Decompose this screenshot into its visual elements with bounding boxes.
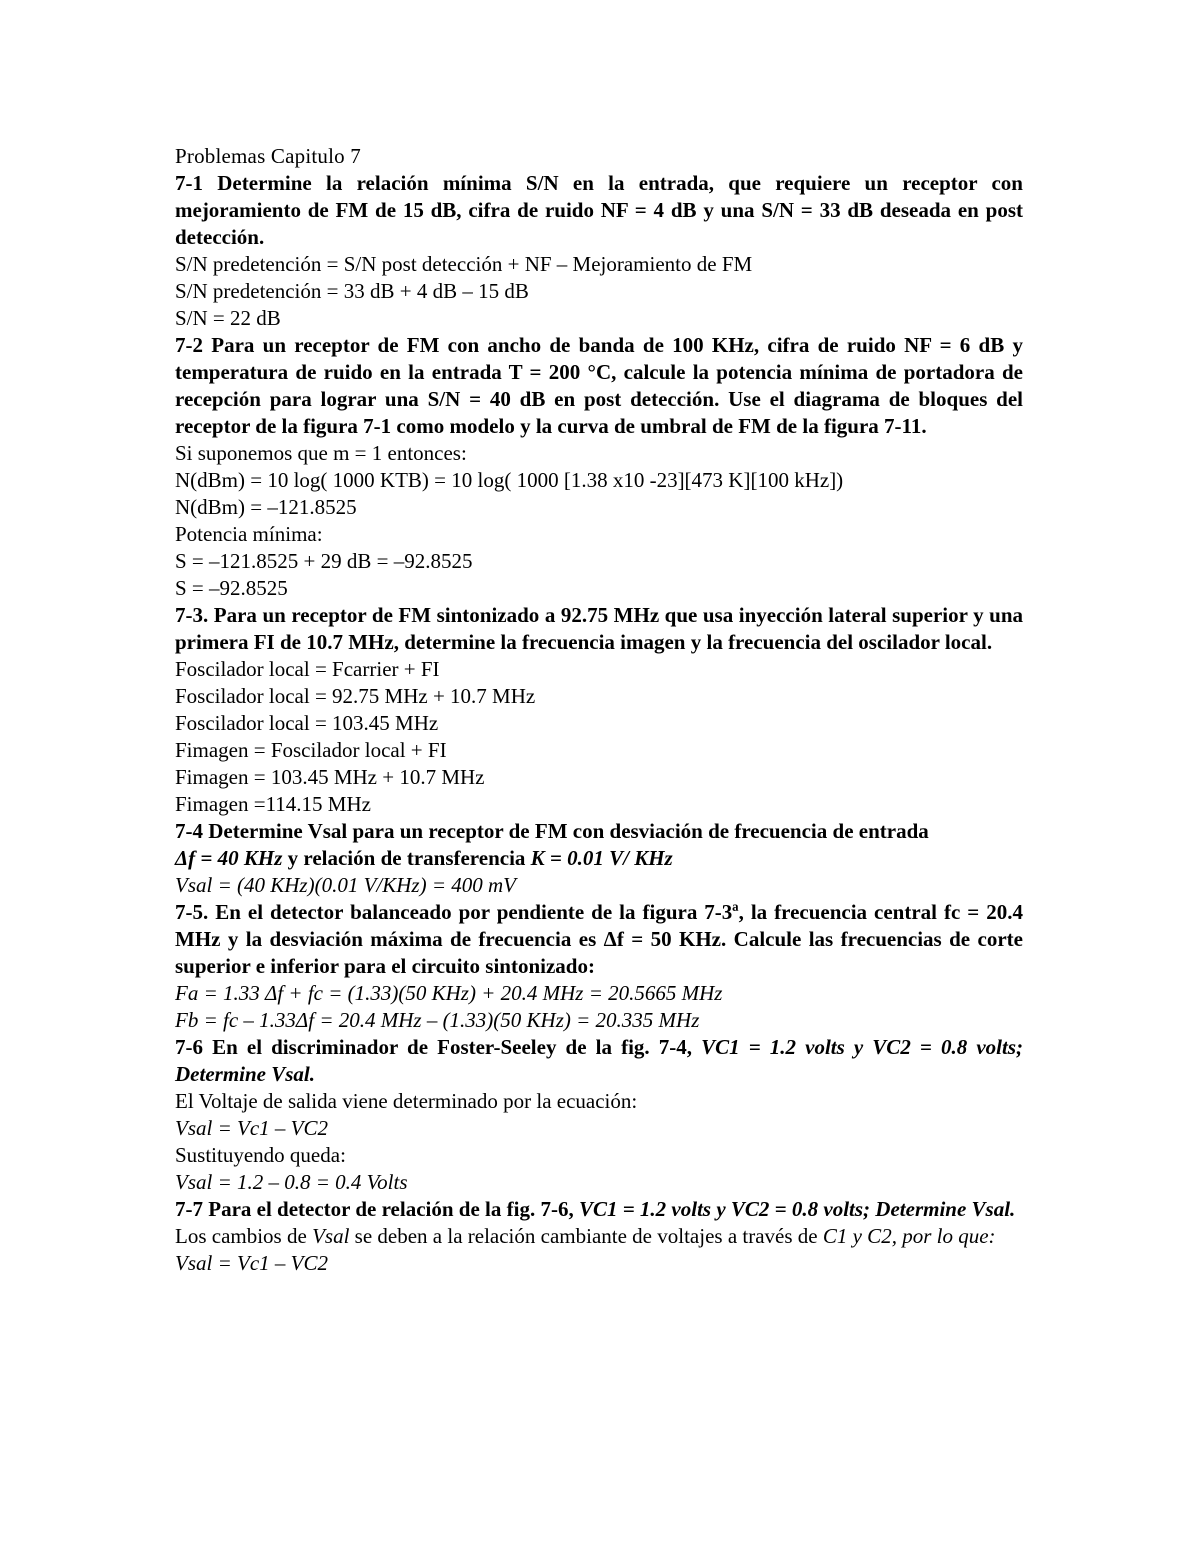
problem-7-6-question bbox=[175, 1034, 1023, 1088]
problem-7-7-question-text: 7-7 Para el detector de relación de la fig. 7-6, bbox=[175, 1197, 579, 1221]
problem-7-4-question-mid: y relación de transferencia bbox=[282, 846, 531, 870]
problem-7-4-delta-f: Δf = 40 KHz bbox=[175, 846, 283, 870]
problem-7-6-question-values: VC1 = 1.2 volts y VC2 = 0.8 volts; Determine Vsal. bbox=[175, 1035, 1023, 1086]
problem-7-3-line-1: Foscilador local = Fcarrier + FI bbox=[175, 657, 440, 681]
problem-7-7-line-1-c: se deben a la relación cambiante de voltajes a través de bbox=[349, 1224, 823, 1248]
problem-7-3-line-5: Fimagen = 103.45 MHz + 10.7 MHz bbox=[175, 765, 485, 789]
problem-7-5-line-1: Fa = 1.33 Δf + fc = (1.33)(50 KHz) + 20.4 MHz = 20.5665 MHz bbox=[175, 981, 723, 1005]
problem-7-7-line-1-b: Vsal bbox=[312, 1224, 350, 1248]
problem-7-1-line-3: S/N = 22 dB bbox=[175, 306, 281, 330]
problem-7-3-line-6: Fimagen =114.15 MHz bbox=[175, 792, 371, 816]
problem-7-7-question-values: VC1 = 1.2 volts y VC2 = 0.8 volts; Determine Vsal. bbox=[578, 1197, 1016, 1221]
problem-7-2-line-2: N(dBm) = 10 log( 1000 KTB) = 10 log( 1000 [1.38 x10 -23][473 K][100 kHz]) bbox=[175, 468, 844, 492]
page-title: Problemas Capitulo 7 bbox=[175, 144, 361, 168]
problem-7-7-question bbox=[175, 1196, 1023, 1223]
problem-7-5-question: 7-5. En el detector balanceado por pendiente de la figura 7-3ª, la frecuencia central fc = 20.4 MHz y la desviación máxima de frecuencia es Δf = 50 KHz. Calcule las frecuencias de corte superior e inferior para el circuito sintonizado: bbox=[175, 900, 1023, 978]
problem-7-7-line-2: Vsal = Vc1 – VC2 bbox=[175, 1251, 328, 1275]
problem-7-7-line-1-a: Los cambios de bbox=[175, 1224, 313, 1248]
problem-7-3-question: 7-3. Para un receptor de FM sintonizado a 92.75 MHz que usa inyección lateral superior y una primera FI de 10.7 MHz, determine la frecuencia imagen y la frecuencia del oscilador local. bbox=[175, 603, 1023, 654]
problem-7-6-question-text: 7-6 En el discriminador de Foster-Seeley de la fig. 7-4, bbox=[175, 1035, 702, 1059]
problem-7-1-line-1: S/N predetención = S/N post detección + NF – Mejoramiento de FM bbox=[175, 252, 753, 276]
problem-7-6-line-1: El Voltaje de salida viene determinado por la ecuación: bbox=[175, 1089, 638, 1113]
problem-7-1-question: 7-1 Determine la relación mínima S/N en la entrada, que requiere un receptor con mejoramiento de FM de 15 dB, cifra de ruido NF = 4 dB y una S/N = 33 dB deseada en post detección. bbox=[175, 171, 1023, 249]
problem-7-3-line-2: Foscilador local = 92.75 MHz + 10.7 MHz bbox=[175, 684, 536, 708]
problem-7-2-question: 7-2 Para un receptor de FM con ancho de banda de 100 KHz, cifra de ruido NF = 6 dB y temperatura de ruido en la entrada T = 200 °C, calcule la potencia mínima de portadora de recepción para lograr una S/N = 40 dB en post detección. Use el diagrama de bloques del receptor de la figura 7-1 como modelo y la curva de umbral de FM de la figura 7-11. bbox=[175, 333, 1023, 438]
problem-7-2-line-5: S = –121.8525 + 29 dB = –92.8525 bbox=[175, 549, 473, 573]
document-page bbox=[175, 143, 1023, 1277]
problem-7-3-line-3: Foscilador local = 103.45 MHz bbox=[175, 711, 439, 735]
problem-7-7-line-1 bbox=[175, 1223, 1023, 1250]
problem-7-2-line-4: Potencia mínima: bbox=[175, 522, 323, 546]
problem-7-7-line-1-d: C1 y C2, por lo que: bbox=[822, 1224, 996, 1248]
problem-7-2-line-6: S = –92.8525 bbox=[175, 576, 288, 600]
problem-7-6-line-4: Vsal = 1.2 – 0.8 = 0.4 Volts bbox=[175, 1170, 408, 1194]
problem-7-4-question bbox=[175, 818, 1023, 872]
problem-7-4-line-1: Vsal = (40 KHz)(0.01 V/KHz) = 400 mV bbox=[175, 873, 516, 897]
problem-7-6-line-3: Sustituyendo queda: bbox=[175, 1143, 346, 1167]
problem-7-6-line-2: Vsal = Vc1 – VC2 bbox=[175, 1116, 328, 1140]
problem-7-2-line-3: N(dBm) = –121.8525 bbox=[175, 495, 357, 519]
problem-7-3-line-4: Fimagen = Foscilador local + FI bbox=[175, 738, 447, 762]
problem-7-4-k: K = 0.01 V/ KHz bbox=[530, 846, 673, 870]
problem-7-2-line-1: Si suponemos que m = 1 entonces: bbox=[175, 441, 467, 465]
problem-7-5-line-2: Fb = fc – 1.33Δf = 20.4 MHz – (1.33)(50 KHz) = 20.335 MHz bbox=[175, 1008, 700, 1032]
problem-7-4-question-text: 7-4 Determine Vsal para un receptor de FM con desviación de frecuencia de entrada bbox=[175, 819, 929, 843]
problem-7-1-line-2: S/N predetención = 33 dB + 4 dB – 15 dB bbox=[175, 279, 529, 303]
